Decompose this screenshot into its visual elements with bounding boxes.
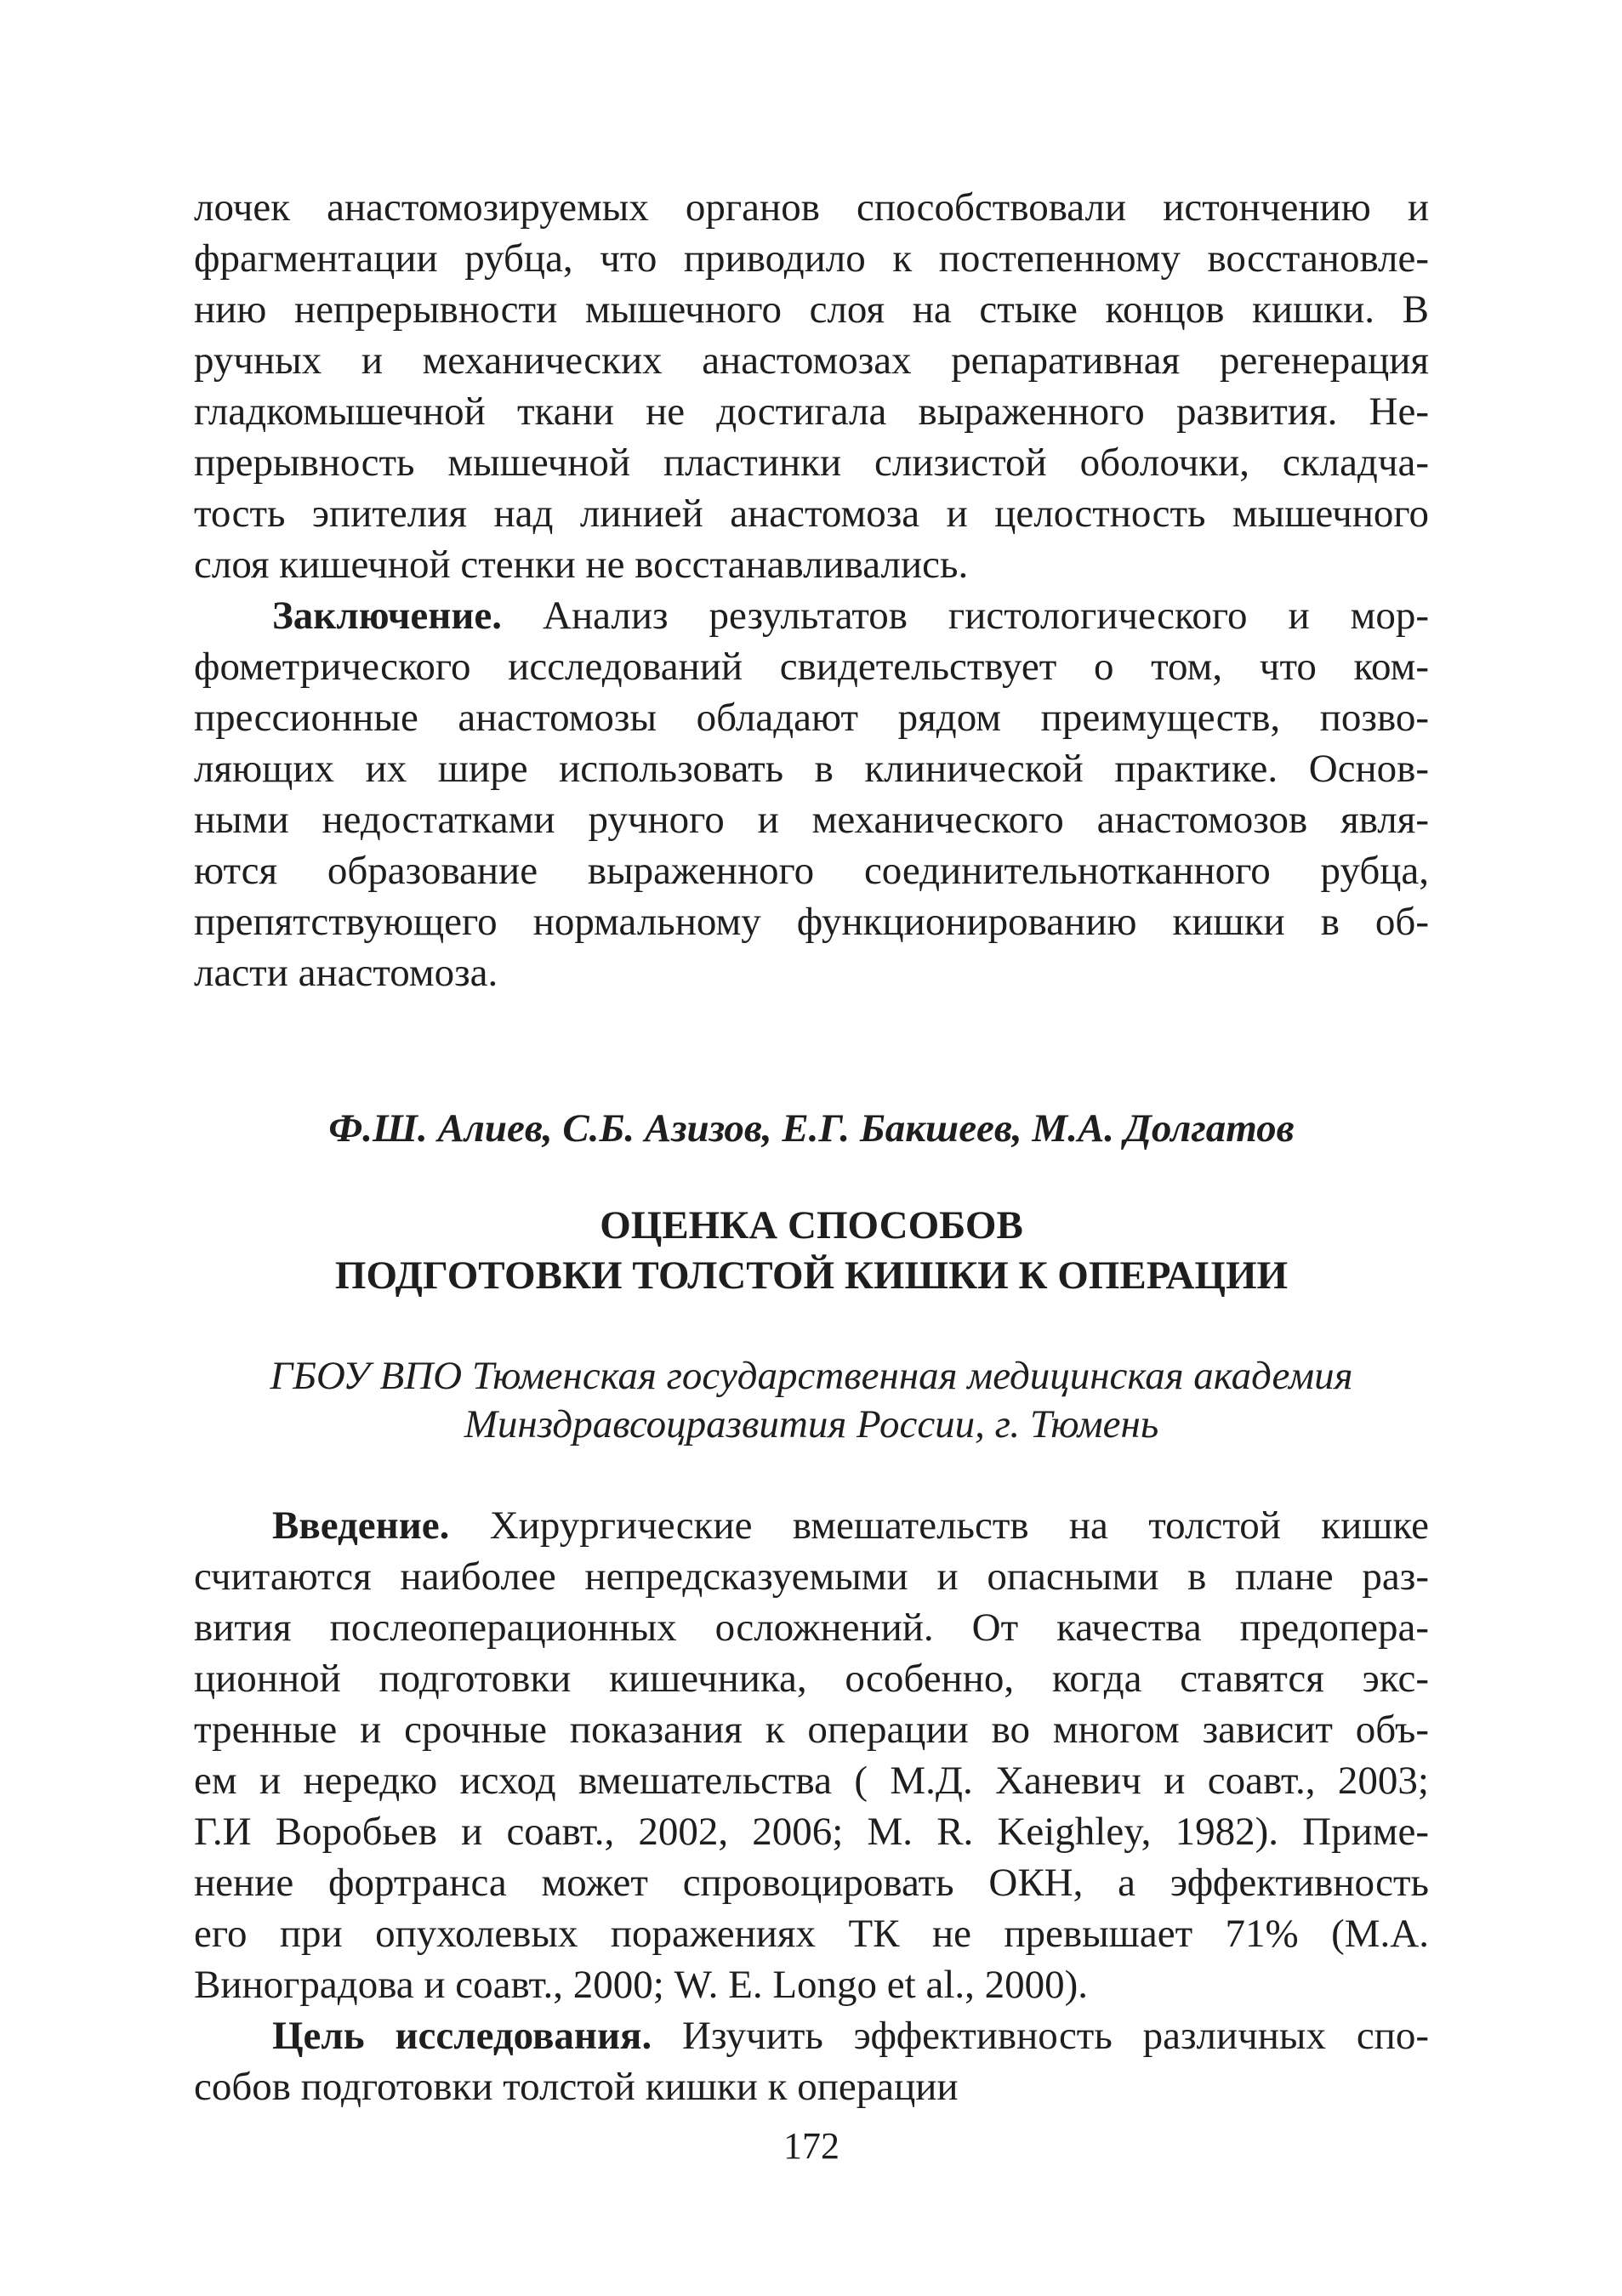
text-line <box>272 592 1429 639</box>
text-line: прессионные анастомозы обладают рядом преимуществ, позво- <box>194 696 1429 740</box>
text-line: фрагментации рубца, что приводило к постепенному восстановле- <box>194 236 1429 281</box>
text-line <box>272 1502 1429 1549</box>
text-line: ционной подготовки кишечника, особенно, когда ставятся экс- <box>194 1657 1429 1701</box>
article-affiliation-line1: ГБОУ ВПО Тюменская государственная медицинская академия <box>270 1354 1353 1398</box>
aim-heading: Цель исследования. <box>272 2014 652 2058</box>
text-line: Г.И Воробьев и соавт., 2002, 2006; M. R. Keighley, 1982). Приме- <box>194 1810 1429 1854</box>
article-affiliation-line2: Минздравсоцразвития России, г. Тюмень <box>464 1402 1159 1446</box>
text-line <box>272 2012 1429 2060</box>
introduction-heading: Введение. <box>272 1503 450 1548</box>
text-line: нию непрерывности мышечного слоя на стыке концов кишки. В <box>194 287 1429 332</box>
text-line: ручных и механических анастомозах репаративная регенерация <box>194 338 1429 383</box>
text-line: ем и нередко исход вмешательства ( М.Д. Ханевич и соавт., 2003; <box>194 1759 1429 1803</box>
page-number: 172 <box>783 2125 839 2167</box>
text-line: ются образование выраженного соединительнотканного рубца, <box>194 849 1429 893</box>
text-line: прерывность мышечной пластинки слизистой оболочки, складча- <box>194 440 1429 485</box>
text-line: тренные и срочные показания к операции во многом зависит объ- <box>194 1708 1429 1752</box>
text-line: Виноградова и соавт., 2000; W. E. Longo et al., 2000). <box>194 1963 1089 2007</box>
text-line: нение фортранса может спровоцировать ОКН, а эффективность <box>194 1861 1429 1905</box>
introduction-first-line: Хирургические вмешательств на толстой кишке <box>449 1503 1429 1548</box>
text-line: его при опухолевых поражениях ТК не превышает 71% (М.А. <box>194 1912 1429 1956</box>
text-line: вития послеоперационных осложнений. От качества предопера- <box>194 1605 1429 1650</box>
conclusion-first-line: Анализ результатов гистологического и мор- <box>502 594 1429 638</box>
text-line: тость эпителия над линией анастомоза и целостность мышечного <box>194 492 1429 536</box>
aim-first-line: Изучить эффективность различных спо- <box>652 2014 1429 2058</box>
text-line: ляющих их шире использовать в клинической практике. Основ- <box>194 747 1429 791</box>
article-title-line1: ОЦЕНКА СПОСОБОВ <box>600 1203 1023 1247</box>
text-line: препятствующего нормальному функционированию кишки в об- <box>194 900 1429 944</box>
text-line: лочек анастомозируемых органов способствовали истончению и <box>194 185 1429 230</box>
text-line: гладкомышечной ткани не достигала выраженного развития. Не- <box>194 389 1429 434</box>
text-line: ными недостатками ручного и механического анастомозов явля- <box>194 798 1429 842</box>
text-line: собов подготовки толстой кишки к операции <box>194 2065 959 2109</box>
conclusion-heading: Заключение. <box>272 594 503 638</box>
text-line: считаются наиболее непредсказуемыми и опасными в плане раз- <box>194 1554 1429 1599</box>
article-authors: Ф.Ш. Алиев, С.Б. Азизов, Е.Г. Бакшеев, М.А. Долгатов <box>328 1106 1295 1151</box>
text-line: слоя кишечной стенки не восстанавливались. <box>194 543 969 587</box>
text-line: ласти анастомоза. <box>194 951 498 995</box>
text-line: фометрического исследований свидетельствует о том, что ком- <box>194 645 1429 689</box>
article-title-line2: ПОДГОТОВКИ ТОЛСТОЙ КИШКИ К ОПЕРАЦИИ <box>334 1253 1289 1298</box>
